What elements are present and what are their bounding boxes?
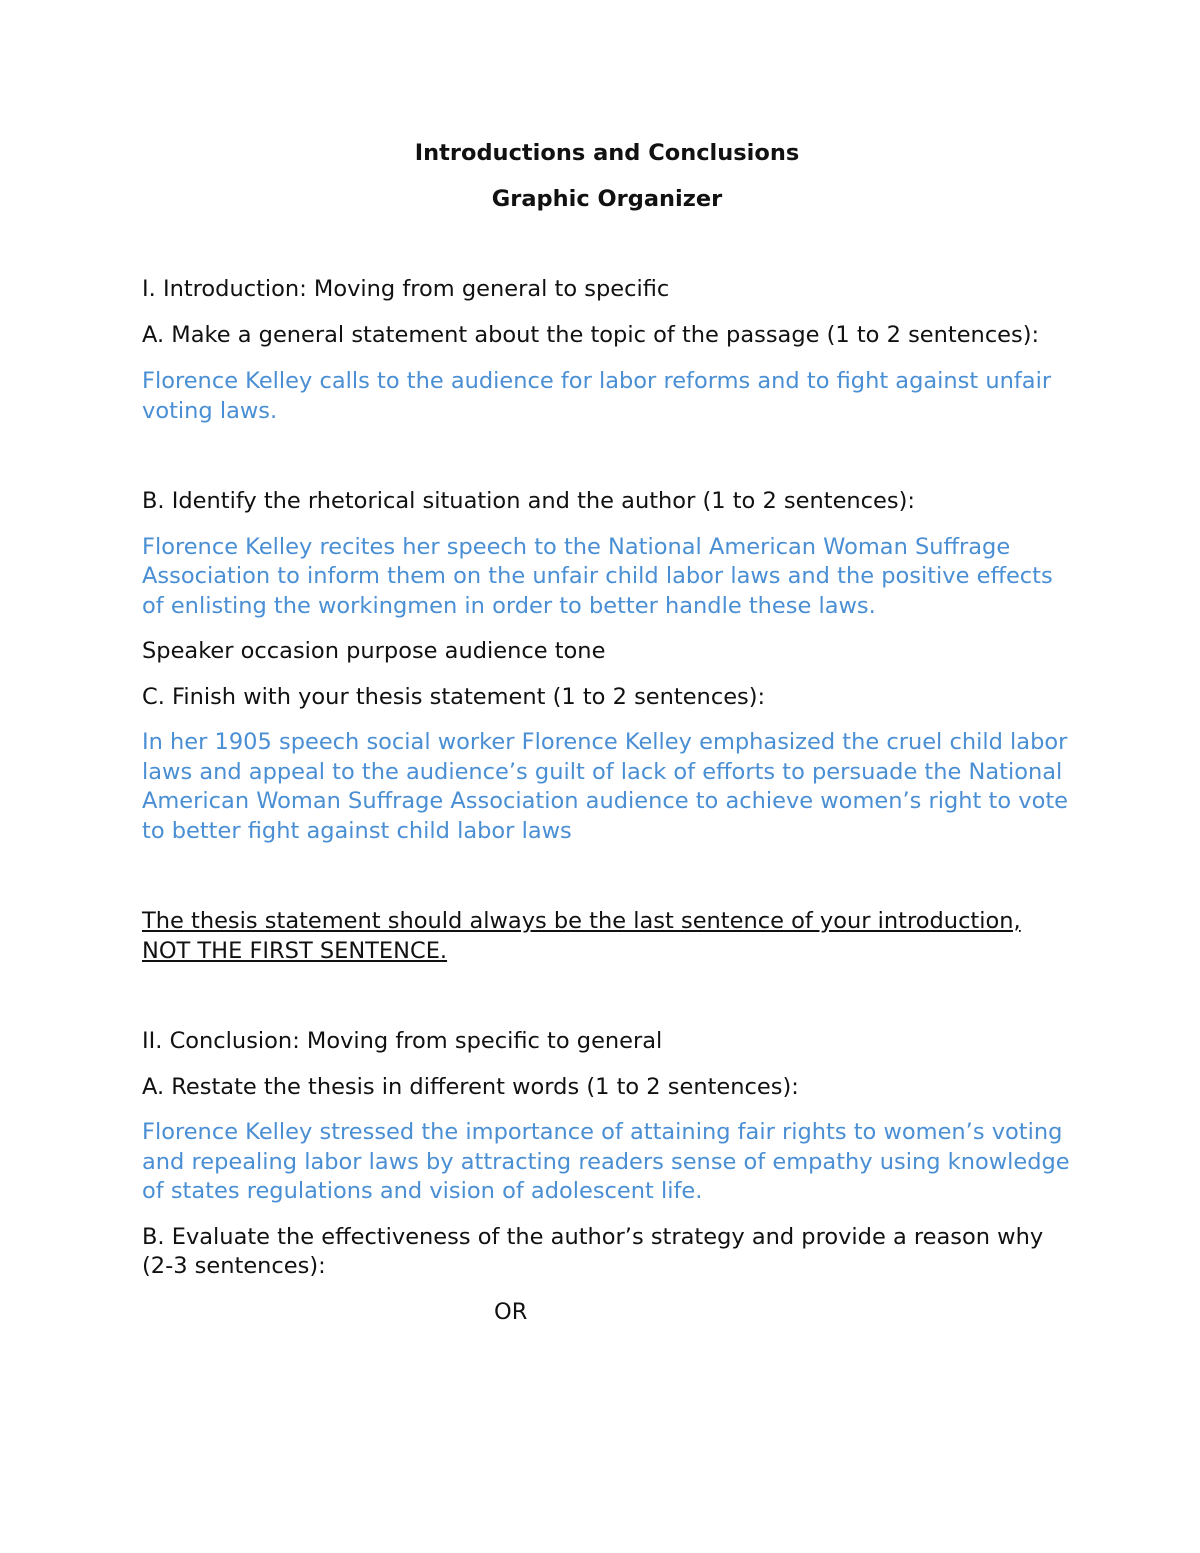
intro-b-prompt: B. Identify the rhetorical situation and the author (1 to 2 sentences):	[142, 488, 915, 514]
conclusion-b-prompt: B. Evaluate the effectiveness of the author’s strategy and provide a reason why (2-3 sentences):	[142, 1223, 1044, 1279]
thesis-note: The thesis statement should always be the last sentence of your introduction, NOT THE FIRST SENTENCE.	[142, 908, 1021, 964]
intro-c-prompt: C. Finish with your thesis statement (1 to 2 sentences):	[142, 683, 766, 710]
conclusion-a-answer: Florence Kelley stressed the importance of attaining fair rights to women’s voting and repealing labor laws by attracting readers sense of empathy using knowledge of states regulations and vision of adolescent life.	[142, 1119, 1070, 1204]
intro-heading: I. Introduction: Moving from general to specific	[142, 276, 670, 302]
intro-b-note: Speaker occasion purpose audience tone	[142, 638, 606, 664]
intro-c-answer: In her 1905 speech social worker Florence Kelley emphasized the cruel child labor laws and appeal to the audience’s guilt of lack of efforts to persuade the National American Woman Suffrage Association audience to achieve women’s right to vote to better fight against child labor laws	[142, 729, 1068, 844]
conclusion-heading: II. Conclusion: Moving from specific to general	[142, 1028, 663, 1054]
document-page	[142, 138, 1072, 1327]
document-subtitle: Graphic Organizer	[491, 186, 723, 212]
intro-a-prompt: A. Make a general statement about the topic of the passage (1 to 2 sentences):	[142, 321, 1040, 348]
intro-b-answer: Florence Kelley recites her speech to the National American Woman Suffrage Association to inform them on the unfair child labor laws and the positive effects of enlisting the workingmen in order to better handle these laws.	[142, 533, 1053, 619]
conclusion-a-prompt: A. Restate the thesis in different words (1 to 2 sentences):	[142, 1073, 799, 1100]
intro-a-answer: Florence Kelley calls to the audience for labor reforms and to fight against unfair voting laws.	[142, 368, 1052, 424]
document-title: Introductions and Conclusions	[414, 140, 800, 166]
or-label: OR	[494, 1298, 528, 1325]
